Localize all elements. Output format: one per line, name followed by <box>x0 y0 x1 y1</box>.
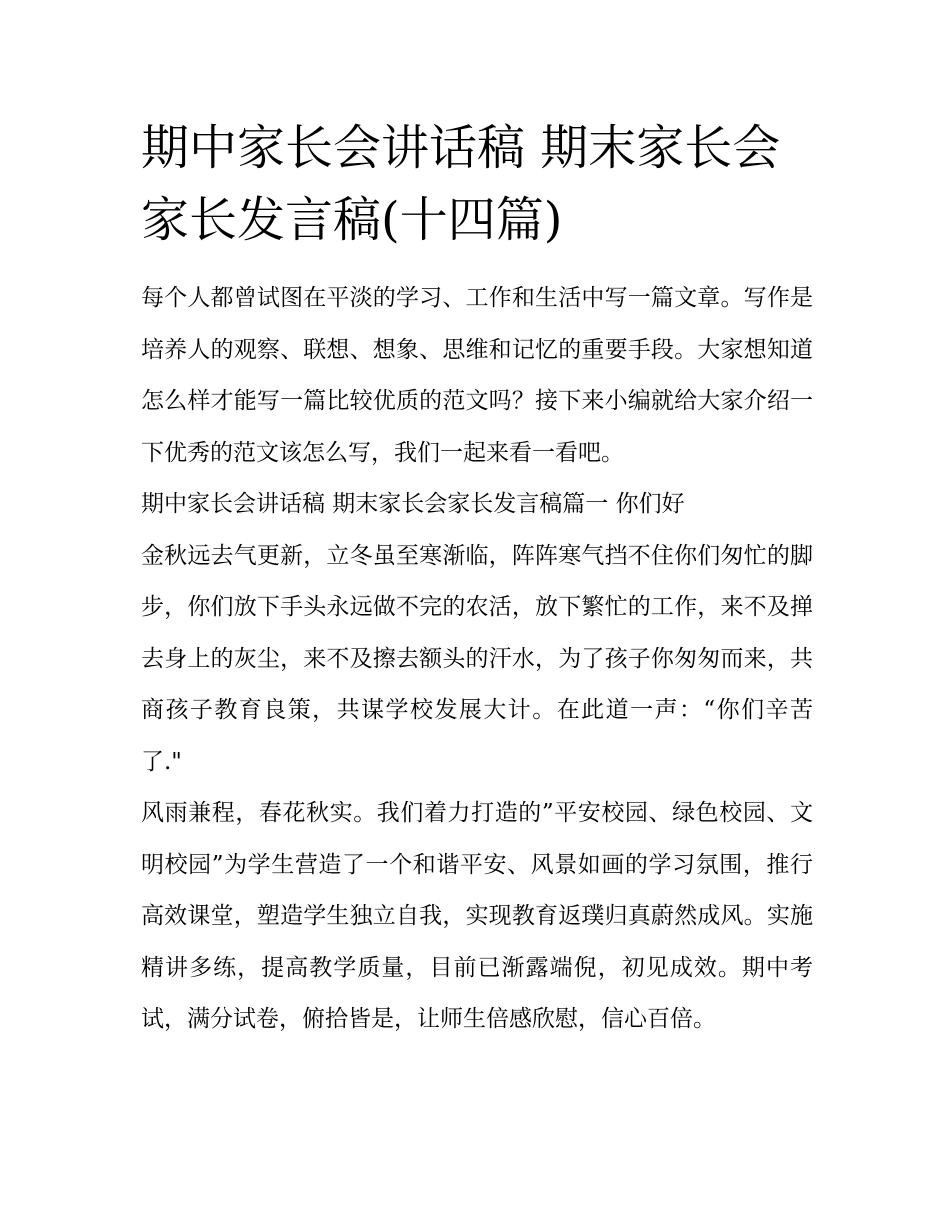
document-body <box>141 273 813 1046</box>
body-paragraph: 风雨兼程，春花秋实。我们着力打造的”平安校园、绿色校园、文明校园”为学生营造了一个和谐平安、风景如画的学习氛围，推行高效课堂，塑造学生独立自我，实现教育返璞归真蔚然成风。实施精讲多练，提高教学质量，目前已渐露端倪，初见成效。期中考试，满分试卷，俯拾皆是，让师生倍感欣慰，信心百倍。 <box>141 800 813 1032</box>
section-heading: 期中家长会讲话稿 期末家长会家长发言稿篇一 你们好 <box>141 491 685 517</box>
document-page <box>141 112 813 1046</box>
intro-paragraph: 每个人都曾试图在平淡的学习、工作和生活中写一篇文章。写作是培养人的观察、联想、想象、思维和记忆的重要手段。大家想知道怎么样才能写一篇比较优质的范文吗？接下来小编就给大家介绍一下优秀的范文该怎么写，我们一起来看一看吧。 <box>141 285 813 466</box>
document-title: 期中家长会讲话稿 期末家长会家长发言稿(十四篇) <box>141 120 781 248</box>
body-paragraph: 金秋远去气更新，立冬虽至寒渐临，阵阵寒气挡不住你们匆忙的脚步，你们放下手头永远做不完的农活，放下繁忙的工作，来不及掸去身上的灰尘，来不及擦去额头的汗水，为了孩子你匆匆而来，共商孩子教育良策，共谋学校发展大计。在此道一声：“你们辛苦了." <box>141 542 813 775</box>
